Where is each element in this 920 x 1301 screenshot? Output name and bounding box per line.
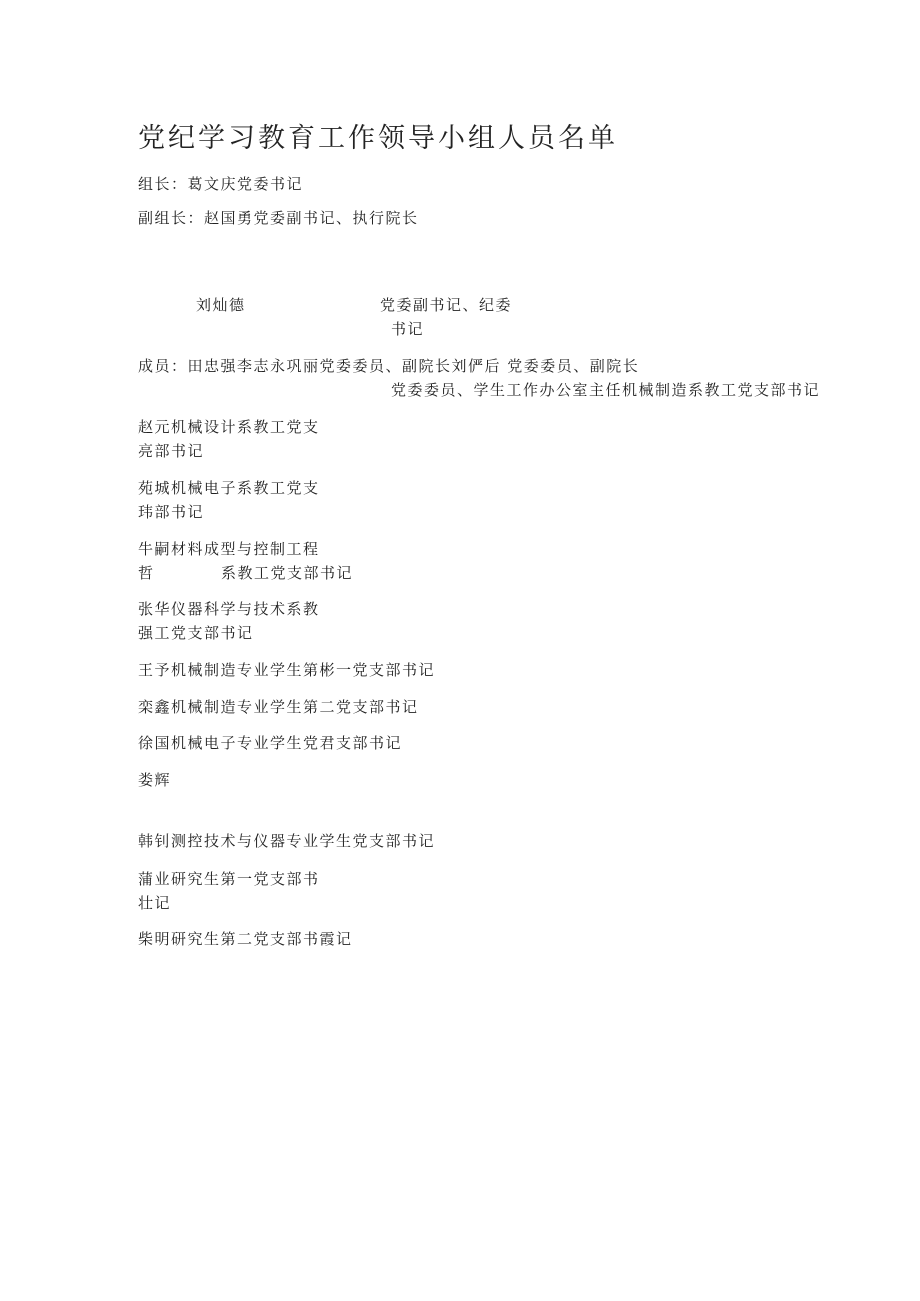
member-row-niu-b1: 哲 (138, 564, 155, 582)
member-row-pu-b: 壮记 (138, 894, 172, 912)
member-row-yuan-a: 苑城机械电子系教工党支 (138, 479, 320, 497)
member-row-zhang-b: 强工党支部书记 (138, 624, 254, 642)
member-row-zhao-a: 赵元机械设计系教工党支 (138, 418, 320, 436)
page-title: 党纪学习教育工作领导小组人员名单 (138, 123, 618, 154)
liu-role-1: 党委副书记、纪委 (380, 296, 513, 314)
member-line-lou: 娄辉 (138, 771, 172, 789)
member-row-niu-b2: 系教工党支部书记 (221, 564, 354, 582)
member-line-han: 韩钊测控技术与仪器专业学生党支部书记 (138, 832, 436, 850)
member-line-wang: 王予机械制造专业学生第彬一党支部书记 (138, 661, 436, 679)
member-row-zhao-b: 亮部书记 (138, 442, 205, 460)
liu-role-2: 书记 (391, 320, 425, 338)
member-row-pu-a: 蒲业研究生第一党支部书 (138, 870, 320, 888)
leader-line: 组长：葛文庆党委书记 (138, 175, 304, 193)
member-line-xu: 徐国机械电子专业学生党君支部书记 (138, 734, 403, 752)
member-row-niu-a: 牛嗣材料成型与控制工程 (138, 540, 320, 558)
member-line-chai: 柴明研究生第二党支部书霞记 (138, 930, 353, 948)
deputy-line: 副组长：赵国勇党委副书记、执行院长 (138, 209, 419, 227)
members-line-1: 成员：田忠强李志永巩丽党委委员、副院长刘俨后 党委委员、副院长 (138, 357, 640, 375)
members-line-2: 党委委员、学生工作办公室主任机械制造系教工党支部书记 (391, 381, 821, 399)
member-row-yuan-b: 玮部书记 (138, 503, 205, 521)
member-line-luan: 栾鑫机械制造专业学生第二党支部书记 (138, 698, 419, 716)
liu-name: 刘灿德 (196, 296, 246, 314)
member-row-zhang-a: 张华仪器科学与技术系教 (138, 600, 320, 618)
